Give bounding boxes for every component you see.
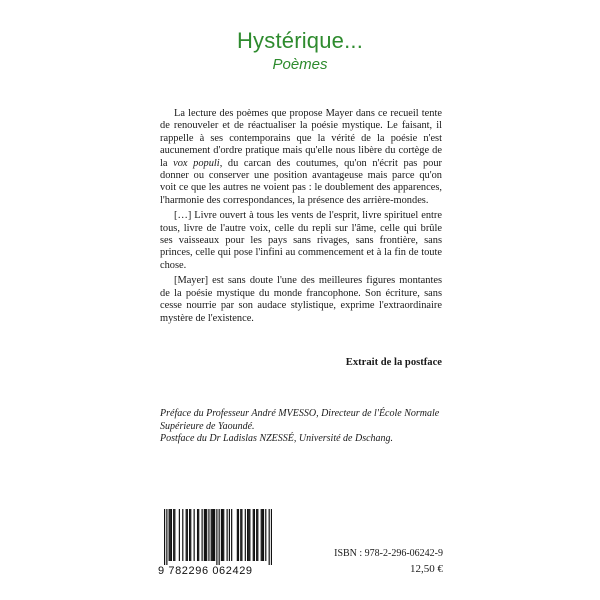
credits-block xyxy=(160,408,460,446)
barcode-bar xyxy=(170,509,171,561)
barcode-bar xyxy=(241,509,242,561)
barcode-bar xyxy=(171,509,172,561)
back-cover-blurb xyxy=(160,108,442,328)
barcode-bar xyxy=(257,509,258,561)
barcode-bar xyxy=(223,509,224,561)
blurb-paragraph-1 xyxy=(160,108,442,207)
postface-credit: Postface du Dr Ladislas NZESSÉ, Université de Dschang. xyxy=(160,433,394,444)
barcode-bar xyxy=(205,509,206,561)
barcode-bar xyxy=(211,509,212,561)
barcode-bar xyxy=(247,509,248,561)
barcode-bar xyxy=(245,509,246,561)
barcode-bar xyxy=(194,509,195,561)
barcode-bar xyxy=(231,509,232,561)
barcode-bar xyxy=(254,509,255,561)
barcode-bar xyxy=(166,509,167,565)
blurb-paragraph-3: [Mayer] est sans doute l'une des meilleures figures montantes de la poésie mystique du monde francophone. Son écriture, sans cesse nourrie par son audace stylistique, exprime l'extraordinaire mystère de l'existence. xyxy=(160,275,442,324)
barcode-bar xyxy=(271,509,272,565)
barcode-bar xyxy=(186,509,187,561)
barcode-bar xyxy=(265,509,266,561)
barcode-bar xyxy=(222,509,223,561)
barcode-bar xyxy=(253,509,254,561)
barcode-bar xyxy=(238,509,239,561)
barcode-bar xyxy=(249,509,250,561)
barcode-bar xyxy=(221,509,222,561)
barcode-bar xyxy=(182,509,183,561)
extract-attribution: Extrait de la postface xyxy=(345,357,442,368)
book-title: Hystérique... xyxy=(236,28,364,53)
book-subtitle: Poèmes xyxy=(272,56,328,73)
barcode-bar xyxy=(173,509,174,561)
barcode-bar xyxy=(262,509,263,561)
barcode-bar xyxy=(174,509,175,561)
barcode-bar xyxy=(240,509,241,561)
barcode-bar xyxy=(227,509,228,561)
blurb-p1-italic: vox populi xyxy=(173,157,220,169)
barcode-bar xyxy=(189,509,190,561)
barcode-bar xyxy=(248,509,249,561)
barcode-bar xyxy=(179,509,180,561)
barcode-bar xyxy=(269,509,270,565)
barcode-bar xyxy=(190,509,191,561)
barcode-bar xyxy=(197,509,198,561)
barcode xyxy=(156,505,278,583)
price-label: 12,50 € xyxy=(410,563,443,575)
blurb-p1-end: , du carcan des coutumes, qu'on n'écrit pas pour donner ou conserver une position avantageuse mais parce qu'on voit ce que les autres ne voient pas : le doublement des apparences, l'harmonie des correspondances, la présence des arrière-mondes. xyxy=(160,157,442,206)
barcode-bar xyxy=(208,509,209,561)
barcode-bars xyxy=(164,509,272,565)
barcode-bar xyxy=(216,509,217,565)
barcode-bar xyxy=(204,509,205,561)
preface-credit: Préface du Professeur André MVESSO, Directeur de l'École Normale Supérieure de Yaoundé. xyxy=(160,408,440,432)
barcode-bar xyxy=(212,509,213,561)
barcode-bar xyxy=(263,509,264,561)
barcode-bar xyxy=(164,509,165,565)
barcode-bar xyxy=(206,509,207,561)
barcode-bar xyxy=(214,509,215,561)
barcode-bar xyxy=(219,509,220,565)
barcode-digits: 9 782296 062429 xyxy=(158,565,253,577)
barcode-bar xyxy=(229,509,230,561)
barcode-bar xyxy=(261,509,262,561)
barcode-bar xyxy=(256,509,257,561)
barcode-bar xyxy=(169,509,170,561)
barcode-bar xyxy=(237,509,238,561)
barcode-bar xyxy=(198,509,199,561)
blurb-paragraph-2: […] Livre ouvert à tous les vents de l'esprit, livre spirituel entre tous, livre de l'autre voix, celle du repli sur l'âme, celle qui brûle ses vaisseaux pour les pays sans rivages, sans frontière, sans princes, celle qui pose l'infini au commencement et à la fin de toute chose. xyxy=(160,210,442,271)
barcode-bar xyxy=(213,509,214,561)
barcode-bar xyxy=(187,509,188,561)
blurb-p1-start: La lecture des poèmes que propose Mayer dans ce recueil tente de renouveler et de réactualiser la poésie mystique. Le faisant, il rappelle à ses contemporains que la vérité de la poésie n'est aucunement d'ordre pratique mais qu'elle nous libère du cortège de la xyxy=(160,108,442,169)
barcode-bar xyxy=(202,509,203,561)
isbn-label: ISBN : 978-2-296-06242-9 xyxy=(334,548,443,559)
